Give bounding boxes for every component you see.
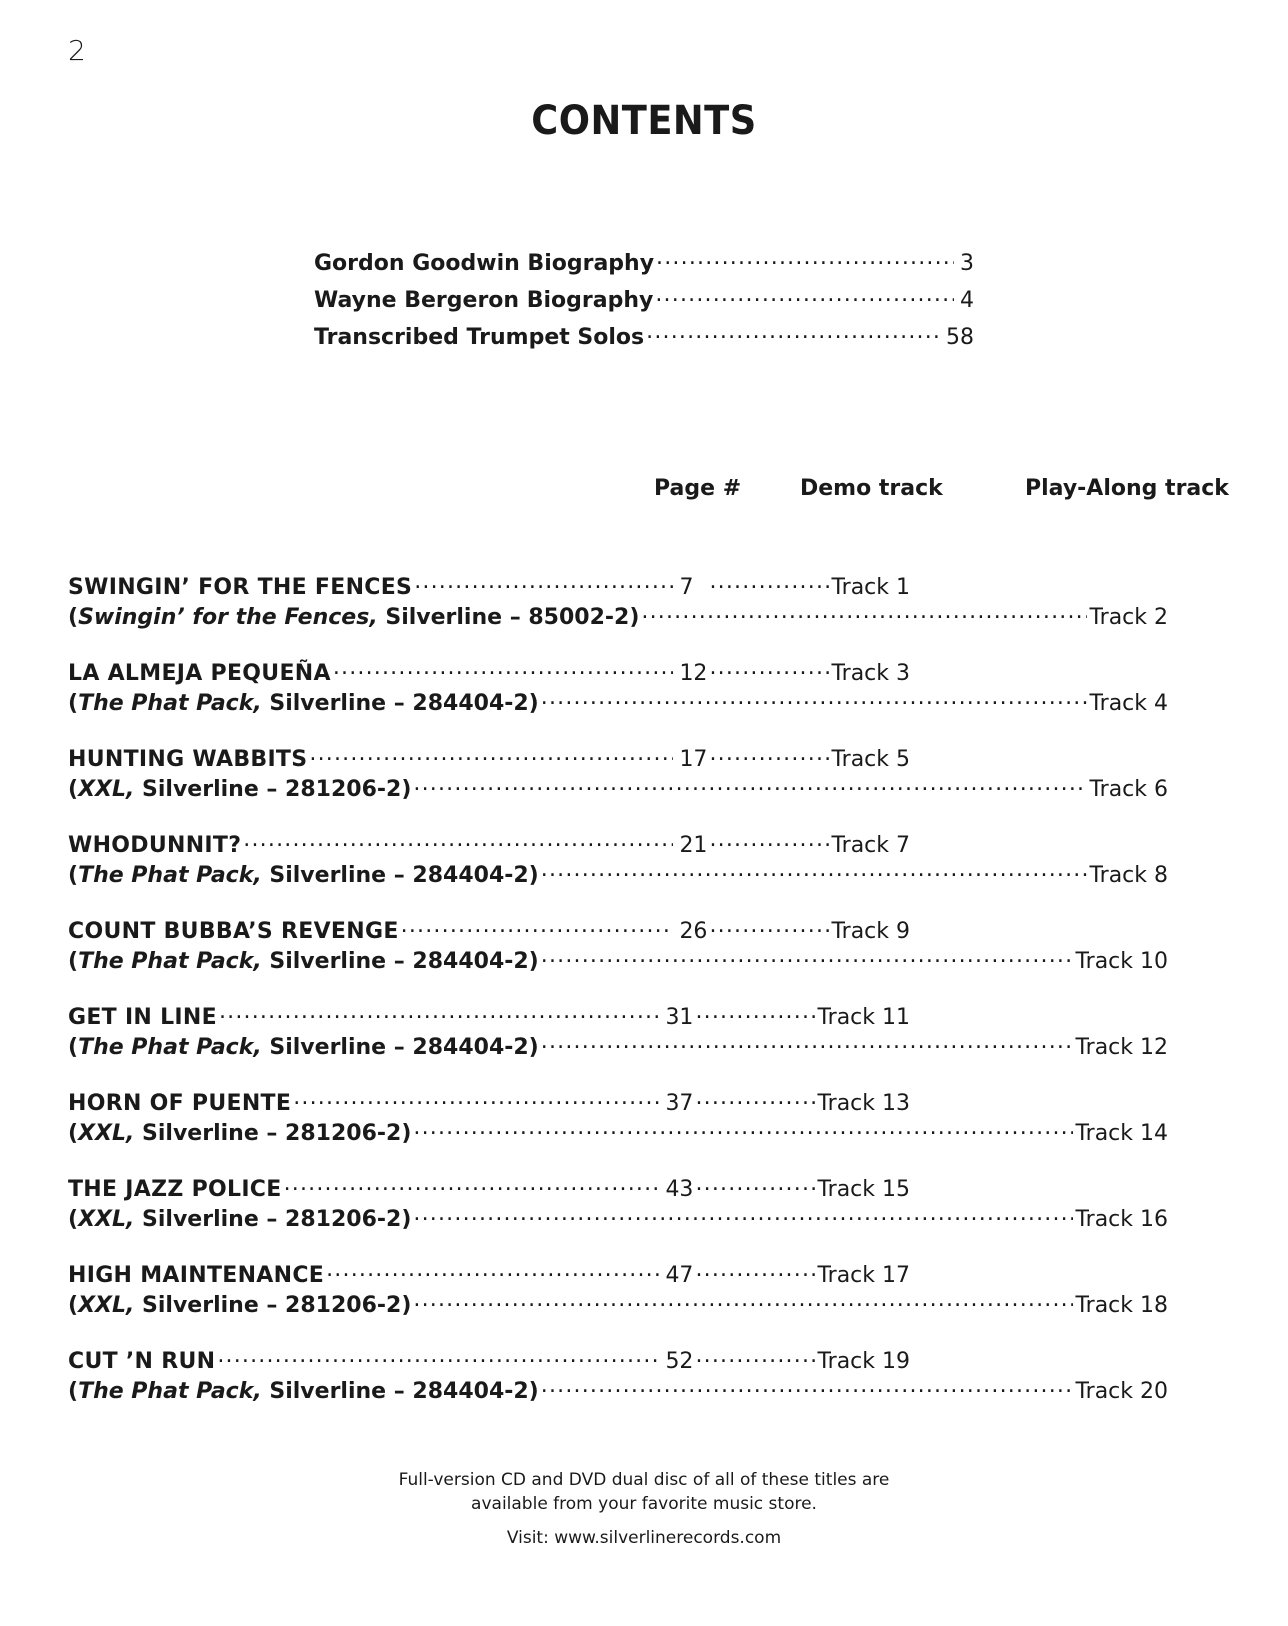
toc-entry [68, 1260, 1168, 1346]
dot-leader [695, 1260, 815, 1282]
toc-entry [68, 744, 1168, 830]
intro-item-label: Gordon Goodwin Biography [314, 251, 655, 276]
entry-album-line [68, 774, 1168, 804]
page-number: 2 [68, 34, 86, 67]
entry-album-label: Silverline – 281206-2) [134, 777, 412, 802]
entry-album-label: Silverline – 281206-2) [134, 1293, 412, 1318]
dot-leader [541, 1376, 1074, 1398]
entry-album-title: Swingin’ for the Fences, [78, 605, 378, 630]
entry-album: (XXL, Silverline – 281206-2) [68, 1207, 412, 1232]
entry-page: 26 [679, 919, 708, 944]
entry-play-along-track: Track 20 [1075, 1379, 1168, 1404]
intro-item-label: Transcribed Trumpet Solos [314, 325, 645, 350]
dot-leader [413, 774, 1087, 796]
entry-album: (The Phat Pack, Silverline – 284404-2) [68, 691, 539, 716]
entry-album: (The Phat Pack, Silverline – 284404-2) [68, 1379, 539, 1404]
entry-page: 31 [665, 1005, 694, 1030]
dot-leader [219, 1002, 659, 1024]
toc-entry [68, 916, 1168, 1002]
entry-page: 12 [679, 661, 708, 686]
toc-entry [68, 572, 1168, 658]
dot-leader [413, 1204, 1073, 1226]
entry-play-along-track: Track 10 [1075, 949, 1168, 974]
entry-play-along-track: Track 14 [1075, 1121, 1168, 1146]
entry-album-label: Silverline – 284404-2) [261, 949, 539, 974]
entry-title: HORN OF PUENTE [68, 1091, 292, 1116]
toc-entry [68, 1174, 1168, 1260]
entry-album-line [68, 688, 1168, 718]
dot-leader [695, 1088, 815, 1110]
entry-play-along-track: Track 18 [1075, 1293, 1168, 1318]
entry-album: (The Phat Pack, Silverline – 284404-2) [68, 863, 539, 888]
entry-title: CUT ’N RUN [68, 1349, 216, 1374]
entry-album-line [68, 946, 1168, 976]
intro-item-label: Wayne Bergeron Biography [314, 288, 654, 313]
entry-album-line [68, 602, 1168, 632]
entry-title: SWINGIN’ FOR THE FENCES [68, 575, 413, 600]
entry-demo-track: Track 13 [817, 1091, 910, 1116]
entry-title-line [68, 1174, 910, 1204]
entry-album-title: The Phat Pack, [78, 863, 262, 888]
toc-entry [68, 658, 1168, 744]
entry-page: 7 [679, 575, 694, 600]
entry-demo-track: Track 7 [831, 833, 910, 858]
entry-album: (XXL, Silverline – 281206-2) [68, 1121, 412, 1146]
dot-leader [709, 658, 829, 680]
entry-title: GET IN LINE [68, 1005, 217, 1030]
entry-album: (XXL, Silverline – 281206-2) [68, 777, 412, 802]
dot-leader [243, 830, 673, 852]
dot-leader [646, 322, 940, 344]
entry-page: 43 [665, 1177, 694, 1202]
intro-item-goodwin-bio [314, 248, 974, 285]
toc-entry [68, 1002, 1168, 1088]
entry-title-line [68, 1002, 910, 1032]
dot-leader [217, 1346, 659, 1368]
entry-album-line [68, 1118, 1168, 1148]
entry-page: 52 [665, 1349, 694, 1374]
entry-album-label: Silverline – 284404-2) [261, 863, 539, 888]
entry-title: HUNTING WABBITS [68, 747, 308, 772]
entry-album-title: The Phat Pack, [78, 1379, 262, 1404]
entry-title-line [68, 830, 910, 860]
entry-title: LA ALMEJA PEQUEÑA [68, 661, 331, 686]
entry-album: (Swingin’ for the Fences, Silverline – 85002-2) [68, 605, 640, 630]
entry-title-line [68, 1088, 910, 1118]
entry-album-title: The Phat Pack, [78, 949, 262, 974]
dot-leader [284, 1174, 660, 1196]
entry-demo-track: Track 11 [817, 1005, 910, 1030]
entry-demo-track: Track 9 [831, 919, 910, 944]
dot-leader [695, 1002, 815, 1024]
column-header-play-along-track: Play-Along track [1025, 476, 1229, 501]
entry-album-title: XXL, [78, 1207, 135, 1232]
entry-album-line [68, 1376, 1168, 1406]
entry-title: WHODUNNIT? [68, 833, 242, 858]
entry-play-along-track: Track 12 [1075, 1035, 1168, 1060]
footer-line-2: available from your favorite music store. [471, 1494, 817, 1514]
dot-leader [695, 1174, 815, 1196]
track-list [68, 572, 1168, 1432]
dot-leader [413, 1290, 1073, 1312]
dot-leader [541, 688, 1088, 710]
entry-page: 47 [665, 1263, 694, 1288]
entry-play-along-track: Track 16 [1075, 1207, 1168, 1232]
entry-album-title: XXL, [78, 1121, 135, 1146]
entry-album: (The Phat Pack, Silverline – 284404-2) [68, 949, 539, 974]
entry-album-label: Silverline – 281206-2) [134, 1207, 412, 1232]
dot-leader [541, 860, 1088, 882]
entry-page: 17 [679, 747, 708, 772]
entry-album: (The Phat Pack, Silverline – 284404-2) [68, 1035, 539, 1060]
intro-item-trumpet-solos [314, 322, 974, 359]
intro-item-page: 4 [960, 288, 974, 313]
dot-leader [641, 602, 1087, 624]
toc-entry [68, 830, 1168, 916]
entry-album-line [68, 860, 1168, 890]
entry-play-along-track: Track 8 [1089, 863, 1168, 888]
intro-list [314, 248, 974, 359]
entry-album-line [68, 1204, 1168, 1234]
dot-leader [709, 572, 829, 594]
entry-play-along-track: Track 2 [1089, 605, 1168, 630]
dot-leader [709, 830, 829, 852]
toc-entry [68, 1346, 1168, 1432]
dot-leader [709, 744, 829, 766]
footer-note [0, 1468, 1288, 1550]
entry-title-line [68, 658, 910, 688]
entry-album-line [68, 1290, 1168, 1320]
entry-title: COUNT BUBBA’S REVENGE [68, 919, 399, 944]
dot-leader [413, 1118, 1073, 1140]
entry-album: (XXL, Silverline – 281206-2) [68, 1293, 412, 1318]
intro-item-bergeron-bio [314, 285, 974, 322]
entry-demo-track: Track 17 [817, 1263, 910, 1288]
entry-album-label: Silverline – 85002-2) [377, 605, 640, 630]
entry-album-title: XXL, [78, 777, 135, 802]
entry-demo-track: Track 19 [817, 1349, 910, 1374]
entry-album-label: Silverline – 281206-2) [134, 1121, 412, 1146]
entry-album-title: The Phat Pack, [78, 691, 262, 716]
entry-page: 37 [665, 1091, 694, 1116]
entry-demo-track: Track 1 [831, 575, 910, 600]
entry-page: 21 [679, 833, 708, 858]
footer-visit-link: Visit: www.silverlinerecords.com [506, 1528, 782, 1548]
entry-album-title: The Phat Pack, [78, 1035, 262, 1060]
entry-album-label: Silverline – 284404-2) [261, 1035, 539, 1060]
entry-album-line [68, 1032, 1168, 1062]
dot-leader [414, 572, 673, 594]
footer-line-1: Full-version CD and DVD dual disc of all of these titles are [398, 1470, 890, 1490]
entry-play-along-track: Track 6 [1089, 777, 1168, 802]
entry-title: THE JAZZ POLICE [68, 1177, 282, 1202]
entry-demo-track: Track 3 [831, 661, 910, 686]
dot-leader [309, 744, 673, 766]
entry-title: HIGH MAINTENANCE [68, 1263, 325, 1288]
page-title: CONTENTS [531, 98, 757, 144]
entry-play-along-track: Track 4 [1089, 691, 1168, 716]
entry-title-line [68, 1346, 910, 1376]
column-header-page: Page # [654, 476, 742, 501]
dot-leader [293, 1088, 659, 1110]
toc-entry [68, 1088, 1168, 1174]
entry-album-label: Silverline – 284404-2) [261, 1379, 539, 1404]
dot-leader [541, 946, 1074, 968]
dot-leader [656, 248, 954, 270]
entry-title-line [68, 572, 910, 602]
dot-leader [709, 916, 829, 938]
intro-item-page: 58 [946, 325, 974, 350]
dot-leader [695, 1346, 815, 1368]
dot-leader [333, 658, 674, 680]
entry-title-line [68, 1260, 910, 1290]
column-header-demo-track: Demo track [800, 476, 943, 501]
entry-demo-track: Track 5 [831, 747, 910, 772]
dot-leader [541, 1032, 1074, 1054]
intro-item-page: 3 [960, 251, 974, 276]
entry-title-line [68, 744, 910, 774]
dot-leader [326, 1260, 659, 1282]
dot-leader [655, 285, 954, 307]
dot-leader [401, 916, 674, 938]
entry-demo-track: Track 15 [817, 1177, 910, 1202]
entry-album-title: XXL, [78, 1293, 135, 1318]
entry-title-line [68, 916, 910, 946]
entry-album-label: Silverline – 284404-2) [261, 691, 539, 716]
